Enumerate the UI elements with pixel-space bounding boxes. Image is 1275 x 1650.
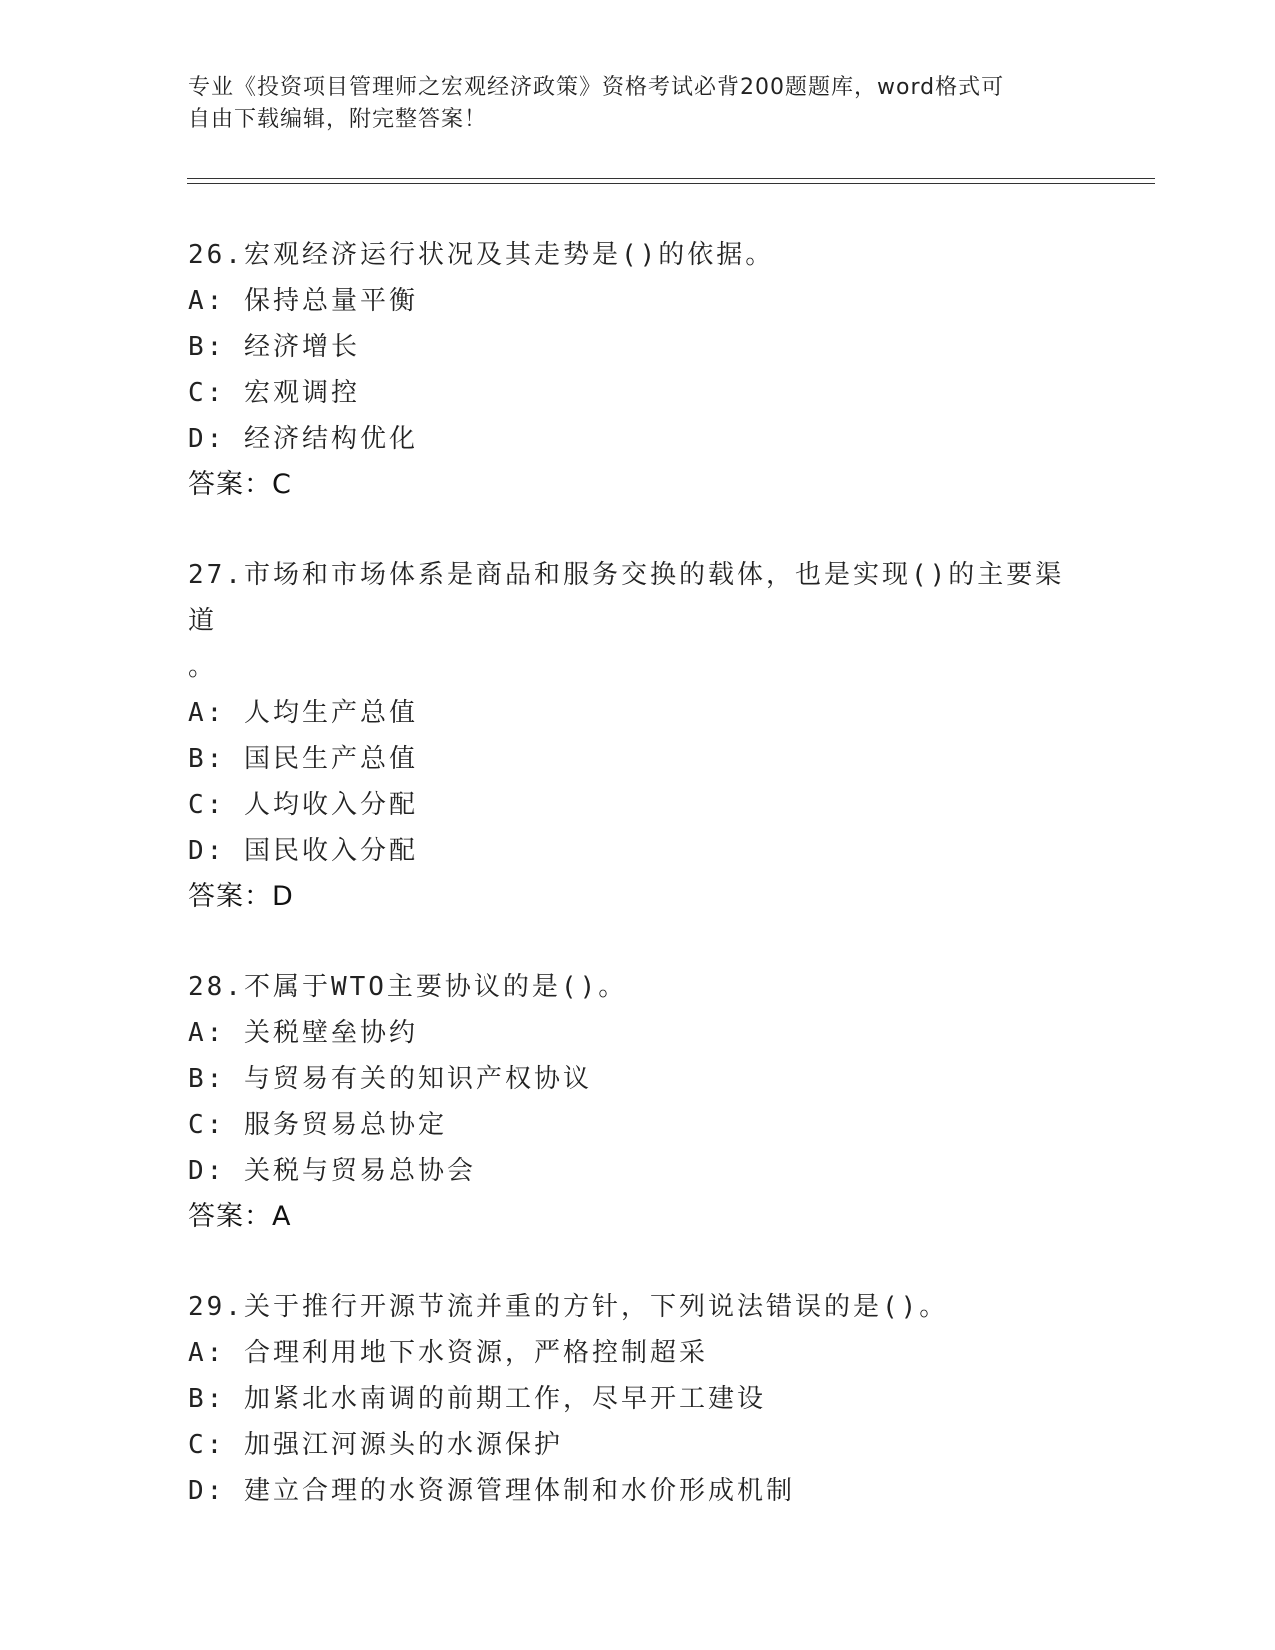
- question-26: [188, 232, 1088, 508]
- answer: 答案：C: [188, 469, 292, 500]
- answer: 答案：D: [188, 881, 294, 912]
- option-c: C: 宏观调控: [188, 378, 360, 408]
- option-d: D: 国民收入分配: [188, 836, 418, 866]
- question-stem: 27.市场和市场体系是商品和服务交换的载体，也是实现()的主要渠道: [188, 560, 1065, 636]
- option-b: B: 加紧北水南调的前期工作，尽早开工建设: [188, 1384, 766, 1414]
- option-b: B: 与贸易有关的知识产权协议: [188, 1064, 592, 1094]
- header-divider-top: [187, 178, 1155, 179]
- document-header: [188, 72, 1088, 136]
- question-stem-wrap: 。: [188, 652, 218, 682]
- header-intro-line-2: 自由下载编辑，附完整答案！: [188, 107, 488, 132]
- option-a: A: 人均生产总值: [188, 698, 418, 728]
- question-28: [188, 964, 1088, 1240]
- option-a: A: 合理利用地下水资源，严格控制超采: [188, 1338, 708, 1368]
- question-stem: 29.关于推行开源节流并重的方针，下列说法错误的是()。: [188, 1292, 949, 1322]
- question-stem: 26.宏观经济运行状况及其走势是()的依据。: [188, 240, 775, 270]
- option-c: C: 人均收入分配: [188, 790, 418, 820]
- option-d: D: 关税与贸易总协会: [188, 1156, 476, 1186]
- question-27: [188, 552, 1088, 920]
- header-divider-bottom: [187, 183, 1155, 184]
- question-29: [188, 1284, 1088, 1514]
- option-d: D: 建立合理的水资源管理体制和水价形成机制: [188, 1476, 795, 1506]
- option-b: B: 经济增长: [188, 332, 360, 362]
- question-stem: 28.不属于WTO主要协议的是()。: [188, 972, 628, 1002]
- question-list: [188, 232, 1088, 1558]
- header-intro-line-1: 专业《投资项目管理师之宏观经济政策》资格考试必背200题题库，word格式可: [188, 75, 1005, 100]
- option-b: B: 国民生产总值: [188, 744, 418, 774]
- option-c: C: 加强江河源头的水源保护: [188, 1430, 563, 1460]
- option-a: A: 保持总量平衡: [188, 286, 418, 316]
- option-c: C: 服务贸易总协定: [188, 1110, 447, 1140]
- answer: 答案：A: [188, 1201, 292, 1232]
- option-a: A: 关税壁垒协约: [188, 1018, 418, 1048]
- option-d: D: 经济结构优化: [188, 424, 418, 454]
